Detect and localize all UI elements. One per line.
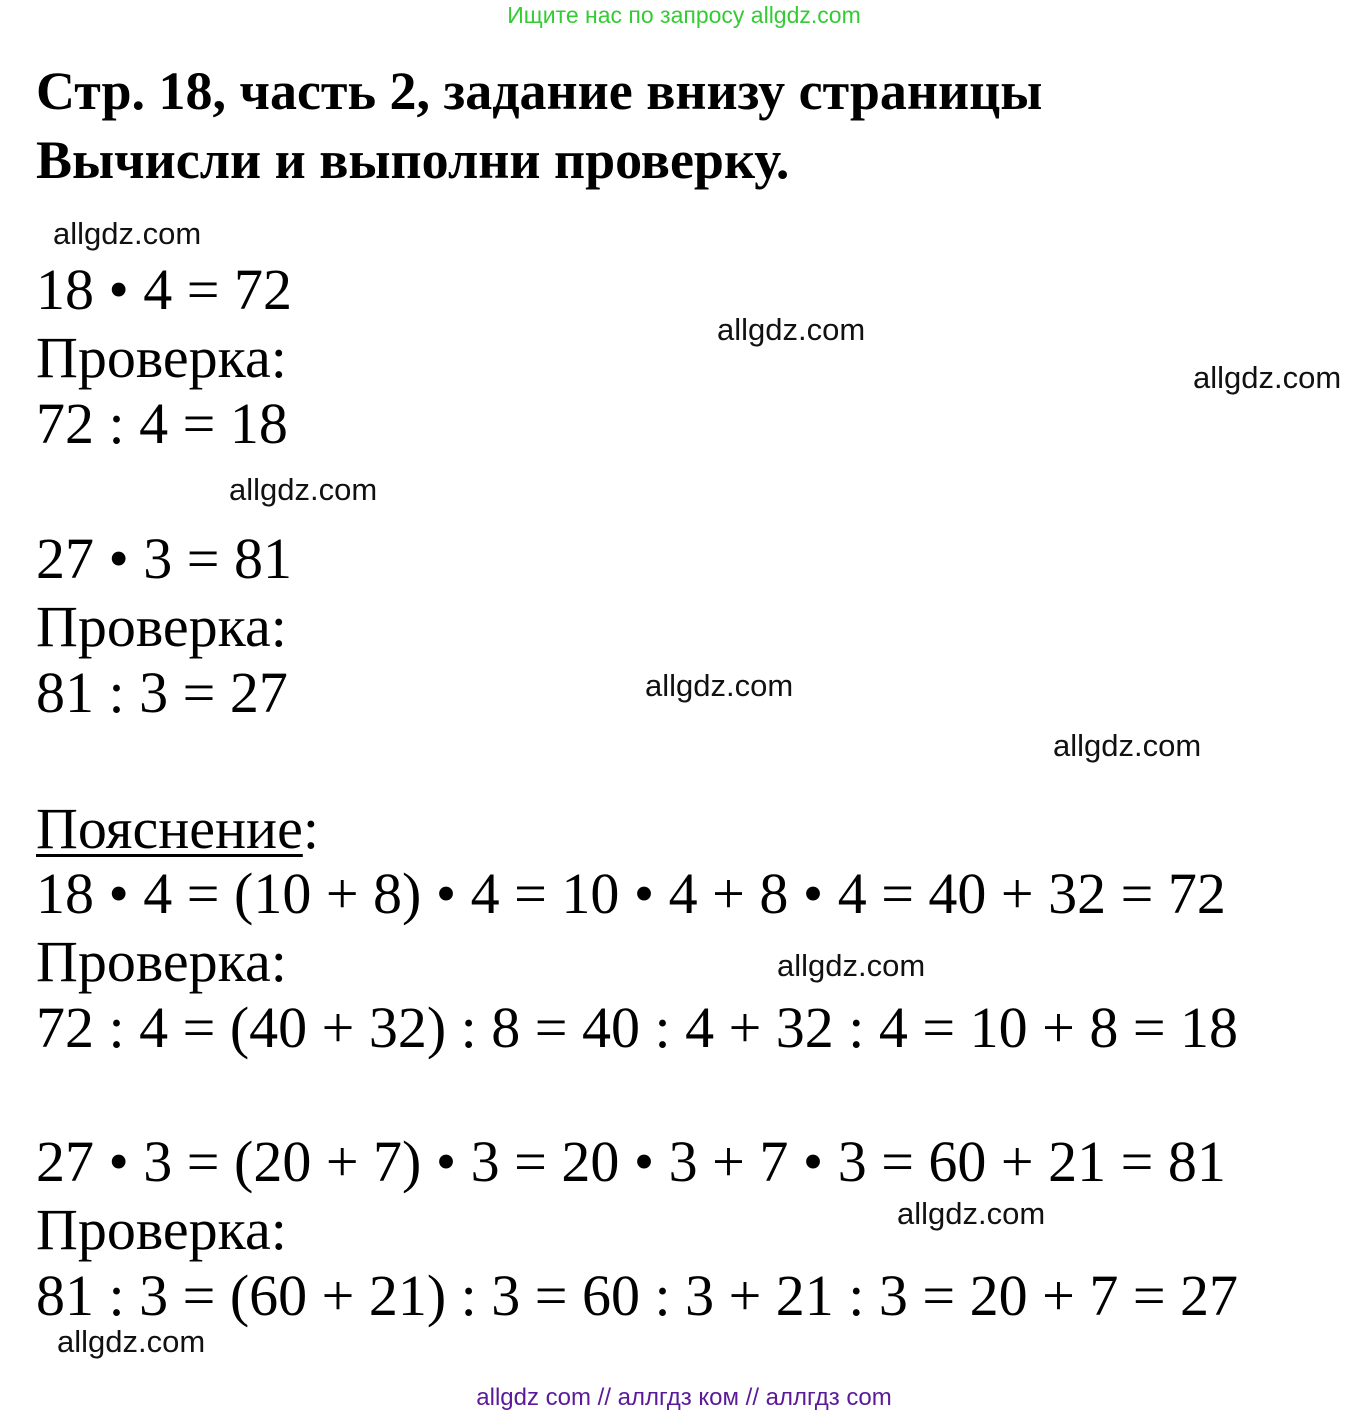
watermark: allgdz.com — [53, 216, 202, 251]
top-banner: Ищите нас по запросу allgdz.com — [507, 2, 861, 28]
explanation-1-expression: 18 • 4 = (10 + 8) • 4 = 10 • 4 + 8 • 4 = 40 + 32 = 72 — [36, 861, 1226, 926]
page-title: Стр. 18, часть 2, задание внизу страницы — [36, 61, 1043, 121]
solution-1-expression: 18 • 4 = 72 — [36, 257, 293, 322]
watermark: allgdz.com — [717, 312, 866, 347]
explanation-2-check-label: Проверка: — [36, 1197, 287, 1262]
task-instruction: Вычисли и выполни проверку. — [36, 130, 790, 190]
watermark: allgdz.com — [645, 668, 794, 703]
solution-2-check-label: Проверка: — [36, 594, 287, 659]
solution-1-check-label: Проверка: — [36, 325, 287, 390]
explanation-2-check: 81 : 3 = (60 + 21) : 3 = 60 : 3 + 21 : 3 = 20 + 7 = 27 — [36, 1263, 1239, 1328]
explanation-1-check: 72 : 4 = (40 + 32) : 8 = 40 : 4 + 32 : 4 = 10 + 8 = 18 — [36, 995, 1239, 1060]
explanation-2-expression: 27 • 3 = (20 + 7) • 3 = 20 • 3 + 7 • 3 = 60 + 21 = 81 — [36, 1129, 1226, 1194]
footer-watermark: allgdz com // аллгдз ком // аллгдз com — [476, 1384, 892, 1411]
watermark: allgdz.com — [897, 1196, 1046, 1231]
solution-1-check: 72 : 4 = 18 — [36, 391, 288, 456]
explanation-label: Пояснение — [36, 796, 303, 861]
solution-2-check: 81 : 3 = 27 — [36, 660, 288, 725]
watermark: allgdz.com — [777, 948, 926, 983]
explanation-1-check-label: Проверка: — [36, 929, 287, 994]
watermark: allgdz.com — [57, 1324, 206, 1359]
explanation-colon: : — [302, 796, 319, 861]
watermark: allgdz.com — [229, 472, 378, 507]
solution-2-expression: 27 • 3 = 81 — [36, 526, 293, 591]
watermark: allgdz.com — [1193, 360, 1342, 395]
explanation-heading — [36, 796, 319, 861]
watermark: allgdz.com — [1053, 728, 1202, 763]
